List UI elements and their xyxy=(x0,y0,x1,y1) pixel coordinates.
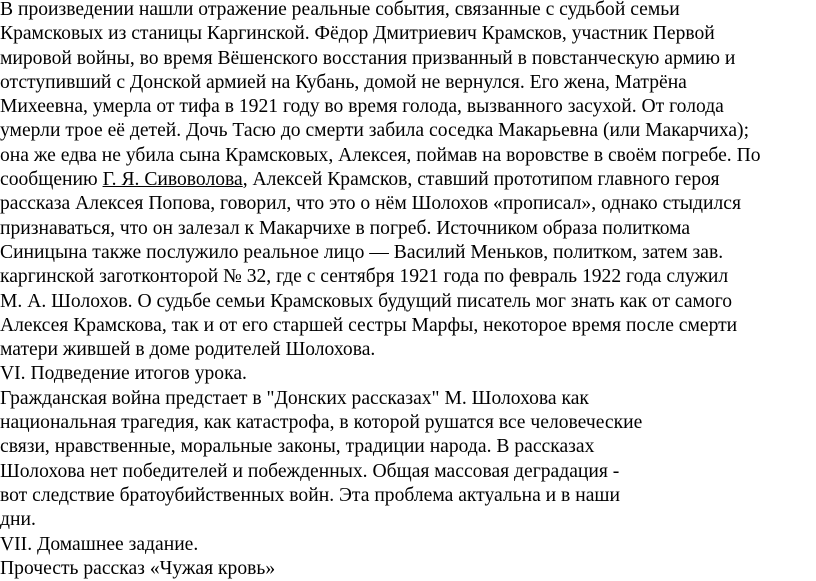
text-line: вот следствие братоубийственных войн. Эта проблема актуальна и в наши xyxy=(0,484,620,506)
text-line: Алексея Крамскова, так и от его старшей сестры Марфы, некоторое время после смерти xyxy=(0,314,738,336)
text-line: В произведении нашли отражение реальные события, связанные с судьбой семьи xyxy=(0,0,680,20)
text-line: отступивший с Донской армией на Кубань, домой не вернулся. Его жена, Матрёна xyxy=(0,71,687,93)
text-line: дни. xyxy=(0,509,36,531)
text-line: Михеевна, умерла от тифа в 1921 году во время голода, вызванного засухой. От голода xyxy=(0,96,724,118)
section-heading: VII. Домашнее задание. xyxy=(0,533,199,555)
text-line: Крамсковых из станицы Каргинской. Фёдор Дмитриевич Крамсков, участник Первой xyxy=(0,23,715,45)
section-summary xyxy=(0,362,816,532)
text-line: Гражданская война предстает в "Донских рассказах" М. Шолохова как xyxy=(0,387,589,409)
text-fragment: сообщению xyxy=(0,169,103,191)
text-line: национальная трагедия, как катастрофа, в которой рушатся все человеческие xyxy=(0,412,643,434)
text-line: связи, нравственные, моральные законы, традиции народа. В рассказах xyxy=(0,436,595,458)
text-line: каргинской заготконторой № 32, где с сентября 1921 года по февраль 1922 года служил xyxy=(0,266,729,288)
text-fragment: , Алексей Крамсков, ставший прототипом главного героя xyxy=(242,169,720,191)
section-homework xyxy=(0,533,816,581)
text-line-with-link xyxy=(0,168,816,192)
text-line: она же едва не убила сына Крамсковых, Алексея, поймав на воровстве в своём погребе. По xyxy=(0,144,761,166)
text-line: умерли трое её детей. Дочь Тасю до смерти забила соседка Макарьевна (или Макарчиха); xyxy=(0,120,750,142)
section-heading: VI. Подведение итогов урока. xyxy=(0,363,247,385)
text-line: Шолохова нет победителей и побежденных. Общая массовая деградация - xyxy=(0,460,620,482)
text-line: Синицына также послужило реальное лицо ― Василий Меньков, политком, затем зав. xyxy=(0,241,724,263)
text-line: признаваться, что он залезал к Макарчихе в погреб. Источником образа политкома xyxy=(0,217,691,239)
text-line: рассказа Алексея Попова, говорил, что это о нём Шолохов «прописал», однако стыдился xyxy=(0,193,741,215)
homework-task: Прочесть рассказ «Чужая кровь» xyxy=(0,557,276,579)
text-line: матери жившей в доме родителей Шолохова. xyxy=(0,339,376,361)
text-line: мировой войны, во время Вёшенского восстания призванный в повстанческую армию и xyxy=(0,47,736,69)
sivovolov-link[interactable]: Г. Я. Сивоволова xyxy=(102,169,243,191)
text-line: М. А. Шолохов. О судьбе семьи Крамсковых будущий писатель мог знать как от самого xyxy=(0,290,733,312)
